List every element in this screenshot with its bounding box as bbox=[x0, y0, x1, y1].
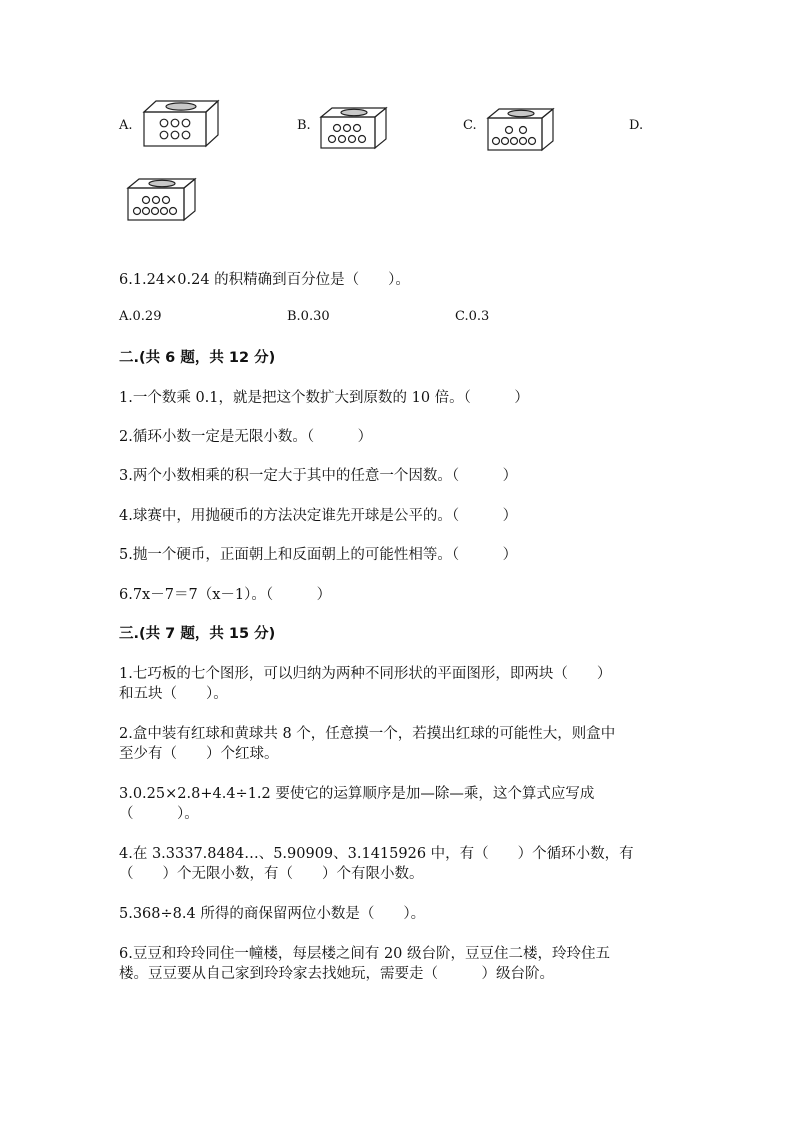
section-3-item-line2: 楼。豆豆要从自己家到玲玲家去找她玩，需要走（ ）级台阶。 bbox=[119, 966, 554, 982]
box-option-a-image bbox=[140, 98, 222, 150]
section-2-item: 2.循环小数一定是无限小数。（ ） bbox=[119, 429, 373, 445]
section-3-item-line1: 6.豆豆和玲玲同住一幢楼，每层楼之间有 20 级台阶，豆豆住二楼，玲玲住五 bbox=[119, 946, 611, 962]
section-3-item-line1: 4.在 3.3337.8484…、5.90909、3.1415926 中，有（ ）个循环小数，有 bbox=[119, 846, 634, 862]
section-2-item: 1.一个数乘 0.1，就是把这个数扩大到原数的 10 倍。（ ） bbox=[119, 390, 529, 406]
section-3-item-line2: 和五块（ ）。 bbox=[119, 686, 228, 702]
question-6-option-c: C.0.3 bbox=[455, 309, 490, 324]
question-6-stem: 6.1.24×0.24 的积精确到百分位是（ ）。 bbox=[119, 272, 410, 288]
section-3-item-line1: 3.0.25×2.8+4.4÷1.2 要使它的运算顺序是加—除—乘，这个算式应写成 bbox=[119, 786, 595, 802]
question-6-option-a: A.0.29 bbox=[119, 309, 162, 324]
section-3-item-line1: 5.368÷8.4 所得的商保留两位小数是（ ）。 bbox=[119, 906, 426, 922]
section-2-item: 4.球赛中，用抛硬币的方法决定谁先开球是公平的。（ ） bbox=[119, 508, 518, 524]
option-a-label: A. bbox=[119, 118, 133, 133]
box-option-d-image bbox=[125, 176, 199, 224]
section-2-item: 5.抛一个硬币，正面朝上和反面朝上的可能性相等。（ ） bbox=[119, 547, 518, 563]
section-3-item-line2: （ ）个无限小数，有（ ）个有限小数。 bbox=[119, 866, 424, 882]
section-2-heading: 二.(共 6 题，共 12 分) bbox=[119, 350, 276, 366]
option-c-label: C. bbox=[463, 118, 477, 133]
section-3-item-line1: 1.七巧板的七个图形，可以归纳为两种不同形状的平面图形，即两块（ ） bbox=[119, 666, 612, 682]
section-3-item-line1: 2.盒中装有红球和黄球共 8 个，任意摸一个，若摸出红球的可能性大，则盒中 bbox=[119, 726, 616, 742]
section-3-item-line2: 至少有（ ）个红球。 bbox=[119, 746, 279, 762]
section-2-item: 3.两个小数相乘的积一定大于其中的任意一个因数。（ ） bbox=[119, 468, 518, 484]
option-b-label: B. bbox=[297, 118, 311, 133]
box-option-c-image bbox=[485, 106, 557, 154]
box-option-b-image bbox=[318, 105, 390, 151]
section-3-item-line2: （ ）。 bbox=[119, 806, 199, 822]
option-d-label: D. bbox=[629, 118, 644, 133]
section-3-heading: 三.(共 7 题，共 15 分) bbox=[119, 626, 276, 642]
section-2-item: 6.7x－7＝7（x－1）。（ ） bbox=[119, 587, 332, 603]
question-6-option-b: B.0.30 bbox=[287, 309, 330, 324]
